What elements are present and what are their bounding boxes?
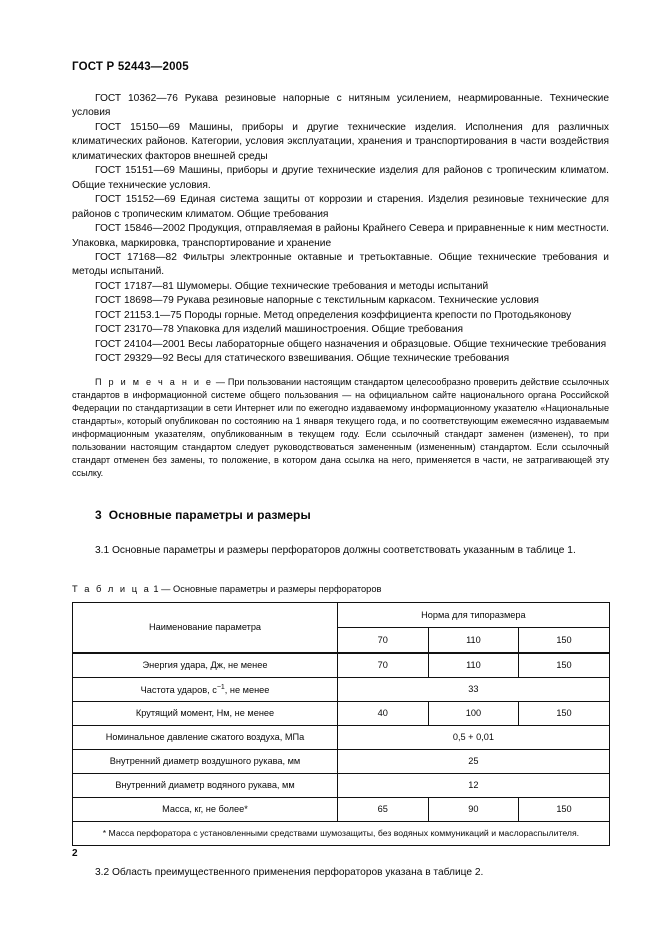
cell-value: 110 xyxy=(428,653,519,678)
table-body xyxy=(73,653,610,846)
table-caption-number: 1 xyxy=(153,583,159,594)
reference-item: ГОСТ 15152—69 Единая система защиты от коррозии и старения. Изделия резиновые технические для районов с тропическим климатом. Общие требования xyxy=(72,194,609,220)
reference-item: ГОСТ 21153.1—75 Породы горные. Метод определения коэффициента крепости по Протодьяконову xyxy=(95,309,572,321)
note-block xyxy=(72,376,609,481)
cell-value: 100 xyxy=(428,701,519,725)
section-title-text: Основные параметры и размеры xyxy=(108,508,311,523)
table-caption-text: — Основные параметры и размеры перфораторов xyxy=(161,583,382,594)
reference-item: ГОСТ 17168—82 Фильтры электронные октавные и третьоктавные. Общие технические требования и методы испытаний. xyxy=(72,251,609,278)
cell-value-span: 33 xyxy=(338,677,610,701)
cell-value: 65 xyxy=(338,797,429,821)
cell-parameter-name xyxy=(73,677,338,701)
reference-item: ГОСТ 15846—2002 Продукция, отправляемая в районы Крайнего Севера и приравненные к ним местности. Упаковка, маркировка, транспортирование и хранение xyxy=(72,223,609,249)
cell-parameter-name: Масса, кг, не более* xyxy=(73,797,338,821)
cell-value: 150 xyxy=(519,701,610,725)
clause-3-1: 3.1 Основные параметры и размеры перфораторов должны соответствовать указанным в таблице 1. xyxy=(95,545,576,557)
cell-parameter-unit-exponent: −1 xyxy=(216,683,225,691)
section-heading xyxy=(95,508,609,522)
table-footnote: * Масса перфоратора с установленными средствами шумозащиты, без водяных коммуникаций и маслораспылителя. xyxy=(73,821,610,845)
cell-parameter-name-tail: , не менее xyxy=(224,684,270,695)
reference-item: ГОСТ 29329—92 Весы для статического взвешивания. Общие технические требования xyxy=(95,353,510,365)
table-header-row xyxy=(73,602,610,627)
cell-value: 90 xyxy=(428,797,519,821)
cell-parameter-name: Номинальное давление сжатого воздуха, МПа xyxy=(73,725,338,749)
reference-item: ГОСТ 24104—2001 Весы лабораторные общего назначения и образцовые. Общие технические требования xyxy=(95,338,607,350)
cell-value-span: 12 xyxy=(338,773,610,797)
reference-item: ГОСТ 18698—79 Рукава резиновые напорные с текстильным каркасом. Технические условия xyxy=(95,295,539,307)
cell-value: 150 xyxy=(519,797,610,821)
document-header-standard-id: ГОСТ Р 52443—2005 xyxy=(72,61,189,73)
cell-value-span: 0,5 + 0,01 xyxy=(338,725,610,749)
table-caption-word: Т а б л и ц а xyxy=(72,583,151,594)
reference-item: ГОСТ 15151—69 Машины, приборы и другие технические изделия для районов с тропическим климатом. Общие технические условия. xyxy=(72,165,609,191)
table-footnote-row xyxy=(73,821,610,845)
reference-item: ГОСТ 17187—81 Шумомеры. Общие технические требования и методы испытаний xyxy=(95,280,489,292)
note-label: П р и м е ч а н и е xyxy=(95,376,214,387)
header-cell-size: 70 xyxy=(338,627,429,653)
table-row xyxy=(73,725,610,749)
header-cell-size: 110 xyxy=(428,627,519,653)
cell-value: 40 xyxy=(338,701,429,725)
table-row xyxy=(73,653,610,678)
page-content xyxy=(72,92,609,880)
reference-item: ГОСТ 10362—76 Рукава резиновые напорные с нитяным усилением, неармированные. Технические условия xyxy=(72,93,609,119)
page-number: 2 xyxy=(72,848,78,859)
table-row xyxy=(73,701,610,725)
cell-value: 70 xyxy=(338,653,429,678)
table-row xyxy=(73,797,610,821)
table-row xyxy=(73,773,610,797)
parameters-table xyxy=(72,602,610,846)
reference-item: ГОСТ 15150—69 Машины, приборы и другие технические изделия. Исполнения для различных климатических районов. Категории, условия эксплуатации, хранения и транспортирования в части воздействия климатических факторов внешней среды xyxy=(72,121,609,162)
table-row xyxy=(73,749,610,773)
cell-parameter-name: Внутренний диаметр водяного рукава, мм xyxy=(73,773,338,797)
note-dash: — xyxy=(213,376,228,387)
cell-parameter-name: Энергия удара, Дж, не менее xyxy=(73,653,338,678)
header-cell-parameter-name: Наименование параметра xyxy=(73,602,338,653)
cell-parameter-name: Внутренний диаметр воздушного рукава, мм xyxy=(73,749,338,773)
section-number: 3 xyxy=(95,508,102,523)
table-caption xyxy=(72,584,609,594)
header-cell-size: 150 xyxy=(519,627,610,653)
cell-parameter-name: Крутящий момент, Нм, не менее xyxy=(73,701,338,725)
reference-item: ГОСТ 23170—78 Упаковка для изделий машиностроения. Общие требования xyxy=(95,324,464,336)
header-cell-norm: Норма для типоразмера xyxy=(338,602,610,627)
cell-parameter-name-main: Частота ударов, с xyxy=(140,684,217,695)
cell-value-span: 25 xyxy=(338,749,610,773)
cell-value: 150 xyxy=(519,653,610,678)
table-header xyxy=(73,602,610,653)
table-row xyxy=(73,677,610,701)
note-text: При пользовании настоящим стандартом целесообразно проверить действие ссылочных стандартов в информационной системе общего пользования — на официальном сайте национального органа Российской Федерации по стандартизации в сети Интернет или по ежегодно издаваемому информационному указателю «Национальные стандарты», который опубликован по состоянию на 1 января текущего года, и по соответствующим ежемесячно издаваемым информационным указателям, опубликованным в текущем году. Если ссылочный стандарт заменен (изменен), то при пользовании настоящим стандартом следует руководствоваться замененным (измененным) стандартом. Если ссылочный стандарт отменен без замены, то положение, в котором дана ссылка на него, применяется в части, не затрагивающей эту ссылку. xyxy=(72,376,610,479)
clause-3-2: 3.2 Область преимущественного применения перфораторов указана в таблице 2. xyxy=(95,866,484,878)
